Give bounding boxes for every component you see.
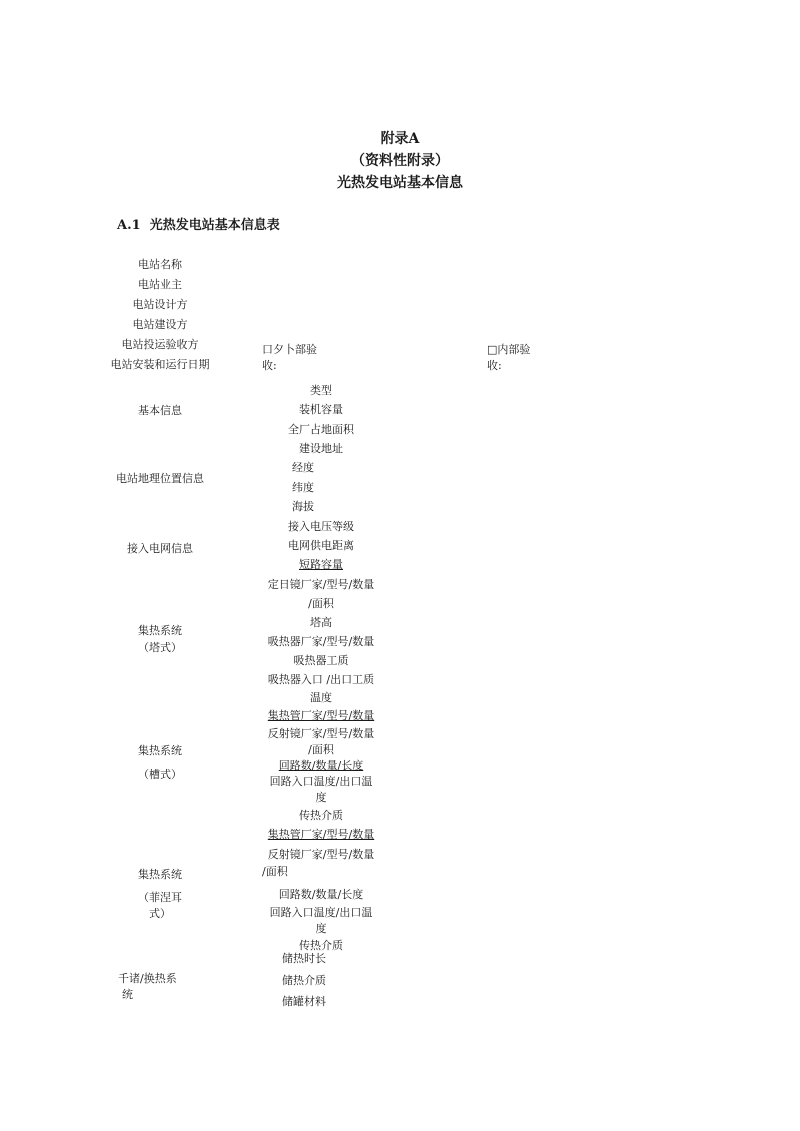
acceptance-external-colon: 收:: [262, 359, 277, 372]
item-trough-reflector: 反射镜厂家/型号/数量: [267, 727, 375, 740]
item-receiver-temp: 吸热器入口 /出口工质: [267, 673, 375, 686]
item-heliostat-area: /面积: [308, 597, 334, 610]
label-trough-system: 集热系统: [138, 744, 182, 757]
acceptance-internal-colon: 收:: [487, 359, 502, 372]
label-trough-type: （槽式）: [138, 768, 182, 781]
item-receiver-temp-end: 温度: [310, 691, 332, 704]
item-capacity: 装机容量: [299, 403, 343, 416]
acceptance-external: [262, 342, 317, 374]
item-fresnel-temp: 回路入口温度/出口温: [269, 906, 373, 919]
item-address: 建设地址: [299, 442, 343, 455]
label-station-owner: 电站业主: [138, 278, 182, 291]
label-fresnel-system: 集热系统: [138, 868, 182, 881]
label-install-operate-date: 电站安装和运行日期: [110, 358, 210, 371]
appendix-label: 附录A: [380, 131, 420, 147]
item-storage-medium: 储热介质: [282, 974, 326, 987]
label-fresnel-type-end: 式）: [149, 907, 171, 920]
section-number: A.1: [117, 218, 141, 233]
item-fresnel-loops: 回路数/数量/长度: [278, 888, 364, 901]
acceptance-external-label: 口夕卜部验: [262, 343, 317, 356]
label-acceptance-party: 电站投运验收方: [121, 338, 199, 351]
item-storage-duration: 储热时长: [282, 952, 326, 965]
item-altitude: 海拔: [292, 500, 314, 513]
acceptance-internal: [487, 342, 530, 374]
item-longitude: 经度: [292, 461, 314, 474]
acceptance-internal-label: □内部验: [487, 343, 531, 356]
label-station-designer: 电站设计方: [132, 298, 188, 311]
item-trough-temp-end: 度: [315, 791, 327, 804]
label-tower-type: （塔式）: [138, 641, 182, 654]
item-receiver-fluid: 吸热器工质: [293, 654, 349, 667]
item-heliostat: 定日镜厂家/型号/数量: [267, 578, 375, 591]
label-station-builder: 电站建设方: [132, 318, 188, 331]
item-receiver: 吸热器厂家/型号/数量: [267, 635, 375, 648]
appendix-type: （资料性附录）: [351, 153, 449, 169]
section-title: 光热发电站基本信息表: [149, 218, 280, 233]
item-fresnel-collector: 集热管厂家/型号/数量: [267, 828, 375, 841]
label-fresnel-type: （菲涅耳: [138, 891, 182, 904]
label-geo-location: 电站地理位置信息: [116, 472, 204, 485]
item-distance: 电网供电距离: [288, 539, 354, 552]
item-short-circuit: 短路容量: [299, 558, 343, 571]
item-fresnel-temp-end: 度: [315, 922, 327, 935]
item-trough-reflector-area: /面积: [308, 743, 334, 756]
section-heading: [117, 214, 280, 233]
item-area: 全厂占地面积: [288, 423, 354, 436]
label-basic-info: 基本信息: [138, 404, 182, 417]
item-trough-loops: 回路数/数量/长度: [278, 759, 364, 772]
item-fresnel-reflector: 反射镜厂家/型号/数量: [267, 848, 375, 861]
label-station-name: 电站名称: [138, 258, 182, 271]
label-tower-system: 集热系统: [138, 624, 182, 637]
item-fresnel-htf: 传热介质: [299, 939, 343, 952]
item-tank-material: 储罐材料: [282, 995, 326, 1008]
label-storage-system: 千诸/换热系: [118, 972, 177, 985]
item-latitude: 纬度: [292, 481, 314, 494]
item-trough-temp: 回路入口温度/出口温: [269, 775, 373, 788]
item-tower-height: 塔高: [310, 616, 332, 629]
item-trough-htf: 传热介质: [299, 809, 343, 822]
page-title: 光热发电站基本信息: [337, 175, 463, 191]
item-fresnel-reflector-area: /面积: [262, 865, 288, 878]
label-storage-system-end: 统: [122, 988, 133, 1001]
label-grid-access: 接入电网信息: [127, 542, 193, 555]
item-type: 类型: [310, 384, 332, 397]
item-trough-collector: 集热管厂家/型号/数量: [267, 709, 375, 722]
item-voltage: 接入电压等级: [288, 520, 354, 533]
